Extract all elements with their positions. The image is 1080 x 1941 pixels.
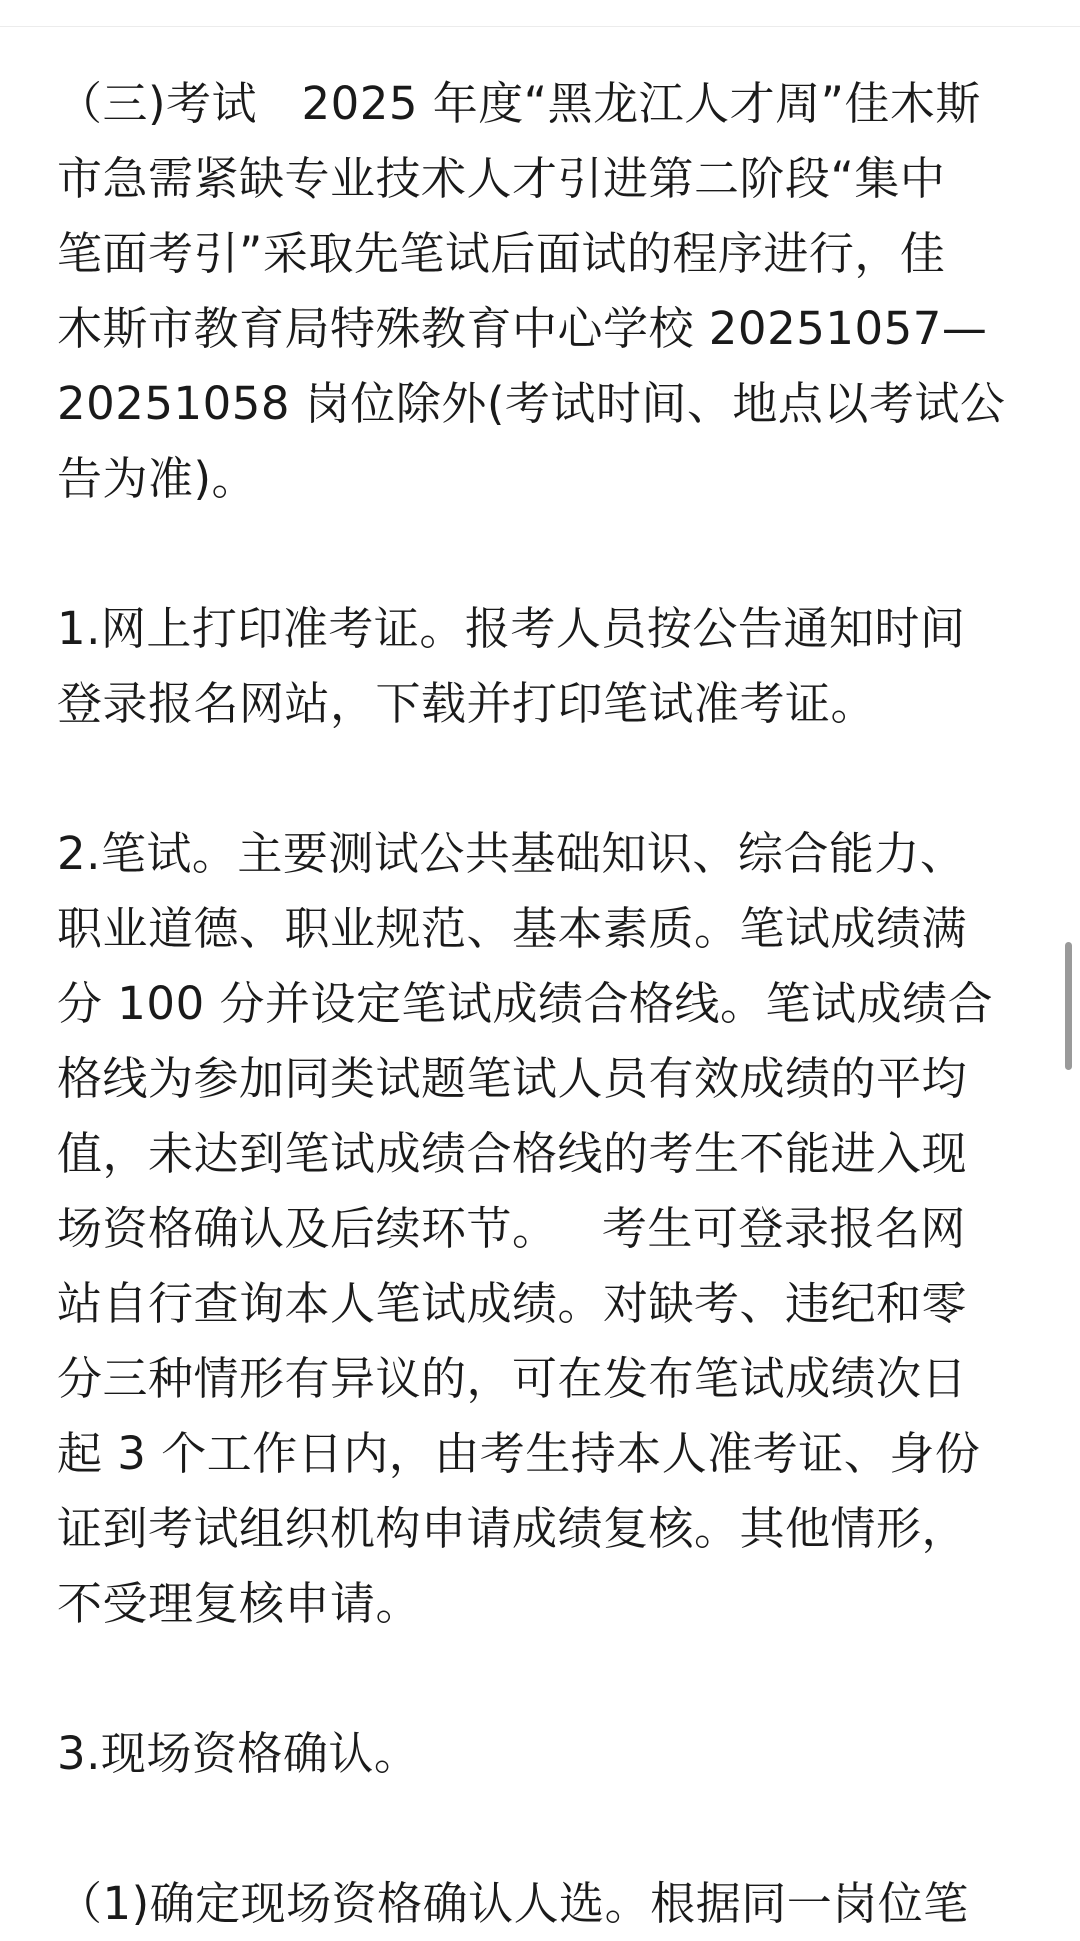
scrollbar-thumb[interactable]: [1065, 942, 1072, 1070]
article-line: 分三种情形有异议的，可在发布笔试成绩次日: [57, 1352, 968, 1405]
article-line: 证到考试组织机构申请成绩复核。其他情形，: [57, 1502, 968, 1555]
article-line: 不受理复核申请。: [57, 1577, 422, 1630]
article-line: 分 100 分并设定笔试成绩合格线。笔试成绩合: [57, 977, 994, 1030]
top-divider: [0, 26, 1080, 27]
paragraph-gap: [57, 741, 1027, 816]
article-line: 格线为参加同类试题笔试人员有效成绩的平均: [57, 1052, 968, 1105]
paragraph-gap: [57, 1791, 1027, 1866]
article-line: 1.网上打印准考证。报考人员按公告通知时间: [57, 602, 966, 655]
article-line: 告为准)。: [57, 452, 258, 505]
article-line: 职业道德、职业规范、基本素质。笔试成绩满: [57, 902, 968, 955]
article-line: 市急需紧缺专业技术人才引进第二阶段“集中: [57, 152, 946, 205]
article-line: （1)确定现场资格确认人选。根据同一岗位笔: [57, 1877, 969, 1930]
article-line: （三)考试 2025 年度“黑龙江人才周”佳木斯: [57, 77, 981, 130]
article-line: 木斯市教育局特殊教育中心学校 20251057—: [57, 302, 988, 355]
article-line: 2.笔试。主要测试公共基础知识、综合能力、: [57, 827, 966, 880]
article-line: 20251058 岗位除外(考试时间、地点以考试公: [57, 377, 1006, 430]
article-line: 站自行查询本人笔试成绩。对缺考、违纪和零: [57, 1277, 968, 1330]
article-line: 笔面考引”采取先笔试后面试的程序进行，佳: [57, 227, 946, 280]
article-line: 3.现场资格确认。: [57, 1727, 420, 1780]
article-line: 场资格确认及后续环节。 考生可登录报名网: [57, 1202, 966, 1255]
article-line: 起 3 个工作日内，由考生持本人准考证、身份: [57, 1427, 981, 1480]
article-line: 登录报名网站，下载并打印笔试准考证。: [57, 677, 877, 730]
paragraph-gap: [57, 516, 1027, 591]
article-line: 值，未达到笔试成绩合格线的考生不能进入现: [57, 1127, 968, 1180]
article-body: [57, 66, 1027, 1941]
paragraph-gap: [57, 1641, 1027, 1716]
